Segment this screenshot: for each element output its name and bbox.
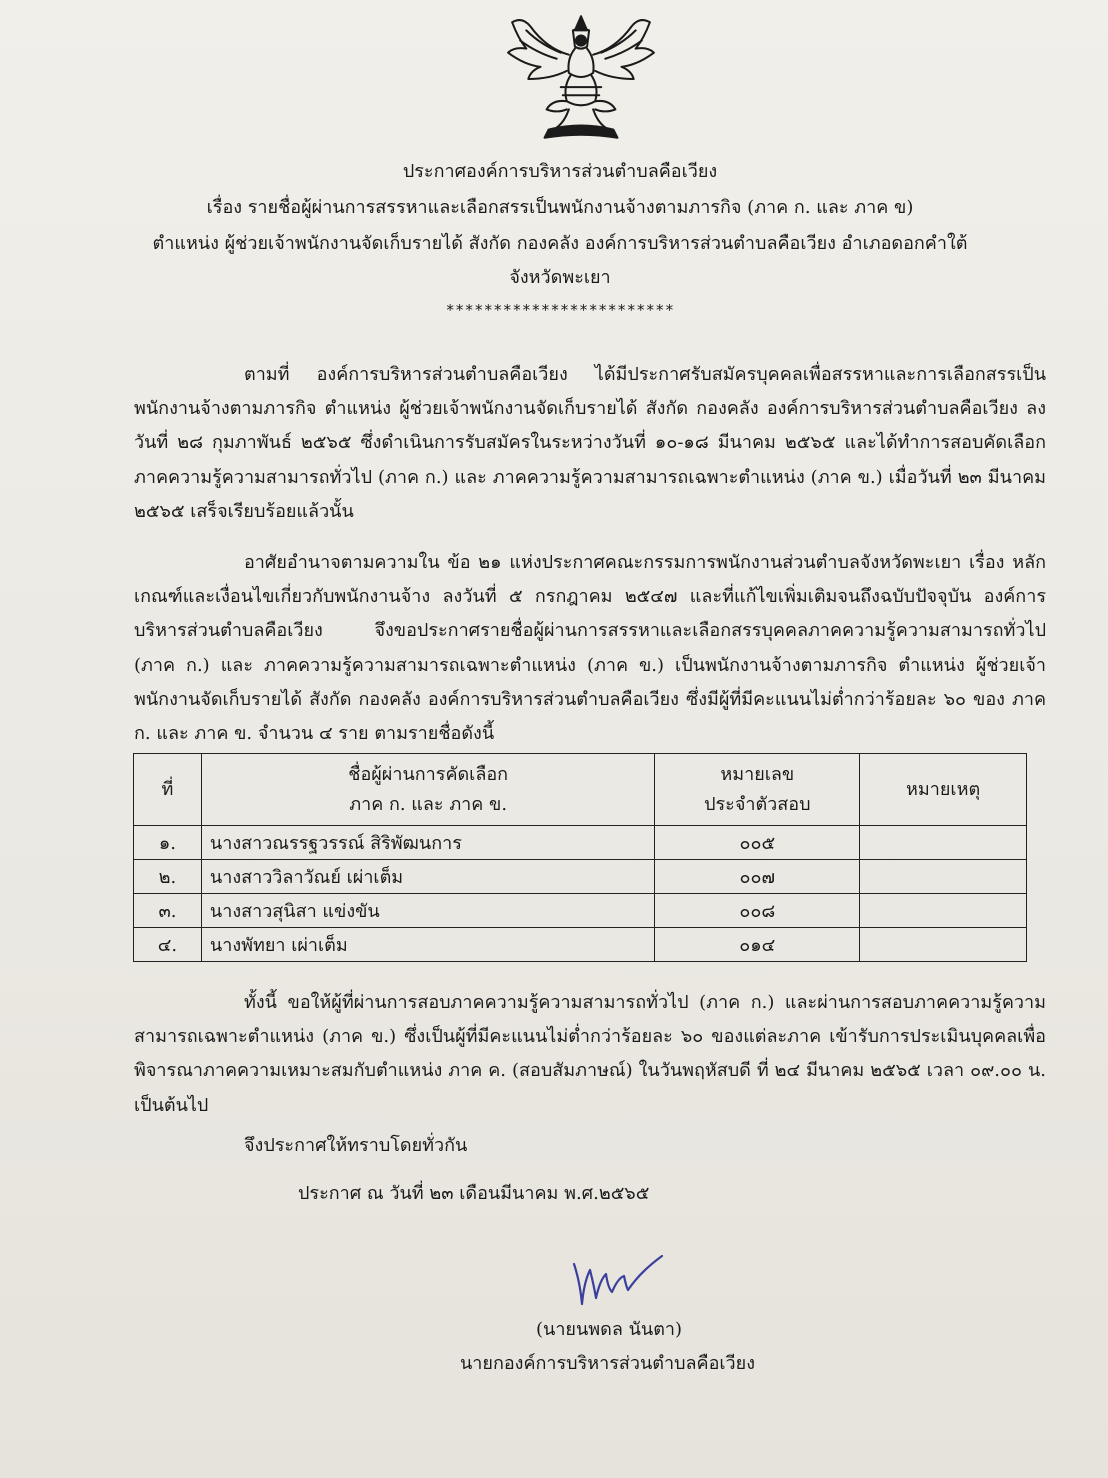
asterisk-divider: ************************ [445, 301, 675, 319]
table-header-row [134, 754, 1027, 826]
body-paragraph-3 [134, 986, 1046, 1123]
row-note [860, 860, 1027, 894]
announcement-heading: ประกาศองค์การบริหารส่วนตำบลคือเวียง [402, 161, 718, 182]
row-no: ๔. [134, 928, 202, 962]
table-row [134, 826, 1027, 860]
row-note [860, 894, 1027, 928]
row-name: นางสาวสุนิสา แข่งขัน [201, 894, 655, 928]
row-no: ๒. [134, 860, 202, 894]
row-name: นางสาววิลาวัณย์ เผ่าเต็ม [201, 860, 655, 894]
row-exam-id: ๐๐๗ [655, 860, 860, 894]
subject-line: เรื่อง รายชื่อผู้ผ่านการสรรหาและเลือกสรรเป็นพนักงานจ้างตามภารกิจ (ภาค ก. และ ภาค ข) [206, 197, 914, 218]
header-exam-id-line1: หมายเลข [720, 763, 795, 785]
row-no: ๓. [134, 894, 202, 928]
row-exam-id: ๐๑๔ [655, 928, 860, 962]
header-name [201, 754, 655, 826]
province-line: จังหวัดพะเยา [509, 267, 611, 288]
header-no: ที่ [134, 754, 202, 826]
announce-closing: จึงประกาศให้ทราบโดยทั่วกัน [244, 1135, 468, 1156]
position-line: ตำแหน่ง ผู้ช่วยเจ้าพนักงานจัดเก็บรายได้ สังกัด กองคลัง องค์การบริหารส่วนตำบลคือเวียง อำเภอดอกคำใต้ [152, 233, 968, 254]
paragraph-2-text: อาศัยอำนาจตามความใน ข้อ ๒๑ แห่งประกาศคณะกรรมการพนักงานส่วนตำบลจังหวัดพะเยา เรื่อง หลักเกณฑ์และเงื่อนไขเกี่ยวกับพนักงานจ้าง ลงวันที่ ๕ กรกฎาคม ๒๕๔๗ และที่แก้ไขเพิ่มเติมจนถึงฉบับปัจจุบัน องค์การบริหารส่วนตำบลคือเวียง จึงขอประกาศรายชื่อผู้ผ่านการสรรหาและเลือกสรรบุคคลภาคความรู้ความสามารถทั่วไป (ภาค ก.) และ ภาคความรู้ความสามารถเฉพาะตำแหน่ง (ภาค ข.) เป็นพนักงานจ้างตามภารกิจ ตำแหน่ง ผู้ช่วยเจ้าพนักงานจัดเก็บรายได้ สังกัด กองคลัง องค์การบริหารส่วนตำบลคือเวียง ซึ่งมีผู้ที่มีคะแนนไม่ต่ำกว่าร้อยละ ๖๐ ของ ภาค ก. และ ภาค ข. จำนวน ๔ ราย ตามรายชื่อดังนี้ [134, 552, 1046, 745]
signer-title: นายกองค์การบริหารส่วนตำบลคือเวียง [460, 1353, 756, 1374]
body-paragraph-1 [134, 358, 1046, 529]
signer-name: (นายนพดล นันตา) [536, 1319, 683, 1340]
header-name-line1: ชื่อผู้ผ่านการคัดเลือก [348, 763, 509, 785]
header-exam-id-line2: ประจำตัวสอบ [704, 793, 811, 815]
row-name: นางสาวณรรฐวรรณ์ สิริพัฒนการ [201, 826, 655, 860]
paragraph-3-text: ทั้งนี้ ขอให้ผู้ที่ผ่านการสอบภาคความรู้ความสามารถทั่วไป (ภาค ก.) และผ่านการสอบภาคความรู้ความสามารถเฉพาะตำแหน่ง (ภาค ข.) ซึ่งเป็นผู้ที่มีคะแนนไม่ต่ำกว่าร้อยละ ๖๐ ของแต่ละภาค เข้ารับการประเมินบุคคลเพื่อพิจารณาภาคความเหมาะสมกับตำแหน่ง ภาค ค. (สอบสัมภาษณ์) ในวันพฤหัสบดี ที่ ๒๔ มีนาคม ๒๕๖๕ เวลา ๐๙.๐๐ น. เป็นต้นไป [134, 992, 1046, 1116]
results-table [133, 753, 1027, 962]
row-note [860, 826, 1027, 860]
signature-icon [566, 1252, 666, 1316]
table-row [134, 860, 1027, 894]
body-paragraph-2 [134, 546, 1046, 751]
header-exam-id [655, 754, 860, 826]
header-name-line2: ภาค ก. และ ภาค ข. [349, 793, 508, 815]
garuda-emblem-icon [500, 8, 662, 150]
row-exam-id: ๐๐๘ [655, 894, 860, 928]
row-note [860, 928, 1027, 962]
header-note: หมายเหตุ [860, 754, 1027, 826]
row-no: ๑. [134, 826, 202, 860]
table-row [134, 894, 1027, 928]
row-name: นางพัทยา เผ่าเต็ม [201, 928, 655, 962]
table-row [134, 928, 1027, 962]
row-exam-id: ๐๐๕ [655, 826, 860, 860]
announcement-date: ประกาศ ณ วันที่ ๒๓ เดือนมีนาคม พ.ศ.๒๕๖๕ [298, 1183, 650, 1204]
paragraph-1-text: ตามที่ องค์การบริหารส่วนตำบลคือเวียง ได้มีประกาศรับสมัครบุคคลเพื่อสรรหาและการเลือกสรรเป็นพนักงานจ้างตามภารกิจ ตำแหน่ง ผู้ช่วยเจ้าพนักงานจัดเก็บรายได้ สังกัด กองคลัง องค์การบริหารส่วนตำบลคือเวียง ลงวันที่ ๒๘ กุมภาพันธ์ ๒๕๖๕ ซึ่งดำเนินการรับสมัครในระหว่างวันที่ ๑๐-๑๘ มีนาคม ๒๕๖๕ และได้ทำการสอบคัดเลือกภาคความรู้ความสามารถทั่วไป (ภาค ก.) และ ภาคความรู้ความสามารถเฉพาะตำแหน่ง (ภาค ข.) เมื่อวันที่ ๒๓ มีนาคม ๒๕๖๕ เสร็จเรียบร้อยแล้วนั้น [134, 364, 1046, 522]
